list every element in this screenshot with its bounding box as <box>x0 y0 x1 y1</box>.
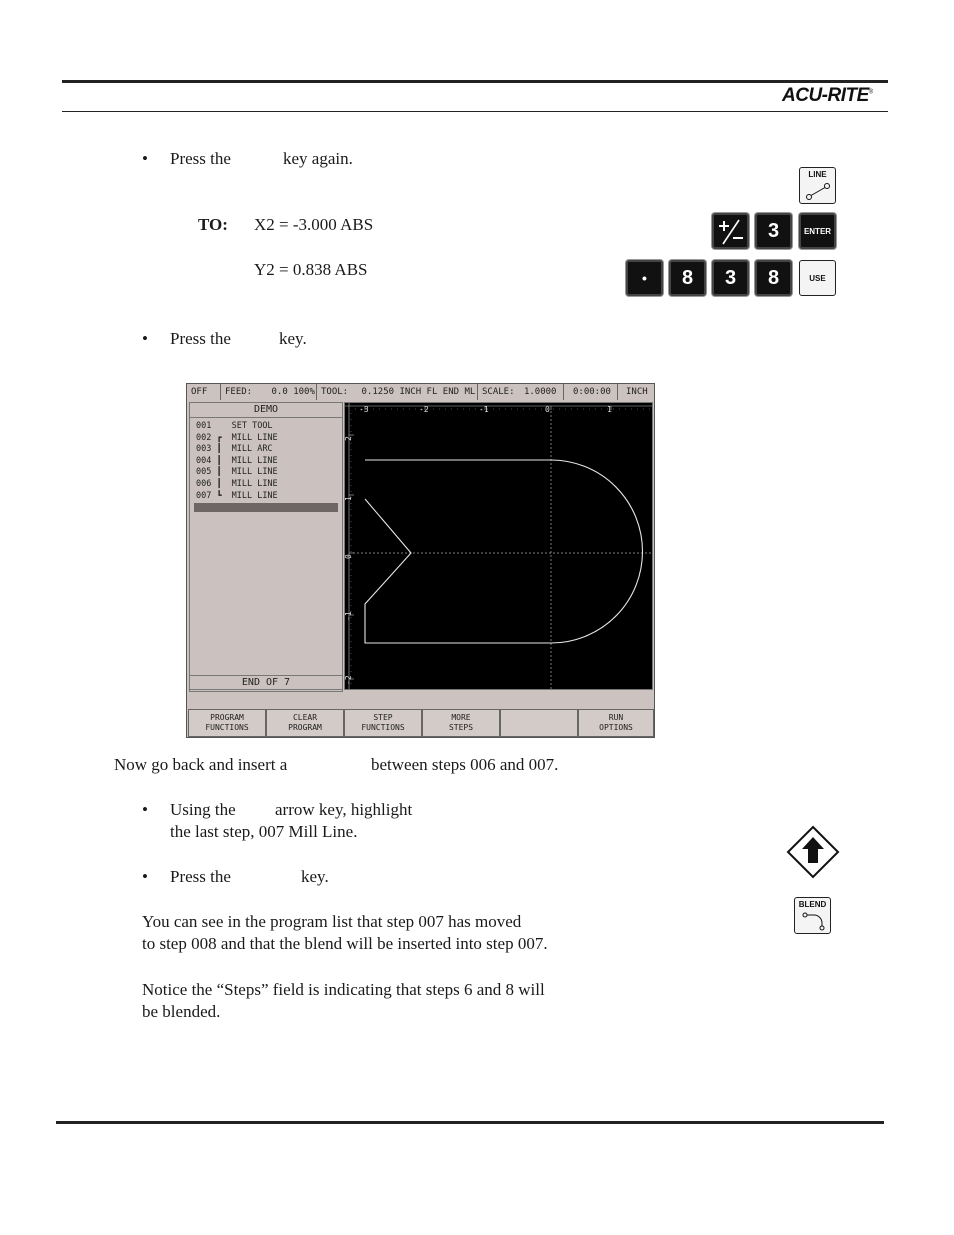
header-bottom-rule <box>62 111 888 112</box>
list-item[interactable]: 001 SET TOOL <box>196 421 273 431</box>
status-time: 0:00:00 <box>564 384 618 400</box>
bullet: • <box>142 149 148 168</box>
list-item[interactable]: 003 ┃ MILL ARC <box>196 444 273 454</box>
feed-label: FEED: <box>225 387 253 397</box>
y-tick-label: 0 <box>344 554 353 559</box>
insert-text: between steps 006 and 007. <box>371 755 559 774</box>
highlighted-step-row[interactable] <box>194 503 338 512</box>
scale-label: SCALE: <box>482 387 515 397</box>
more-steps-softkey[interactable]: MORE STEPS <box>422 709 500 737</box>
three-key[interactable]: 3 <box>712 260 749 296</box>
plus-minus-key[interactable] <box>712 213 749 249</box>
list-item[interactable]: 005 ┃ MILL LINE <box>196 467 278 477</box>
program-functions-softkey[interactable]: PROGRAM FUNCTIONS <box>188 709 266 737</box>
dro-screen <box>186 383 655 738</box>
list-item[interactable]: 007 ┗ MILL LINE <box>196 491 278 501</box>
x2-value: X2 = -3.000 ABS <box>254 215 374 234</box>
footer-rule <box>56 1121 884 1124</box>
header-top-rule <box>62 80 888 83</box>
end-of-program: END OF 7 <box>189 675 343 690</box>
tool-label: TOOL: <box>321 387 349 397</box>
up-arrow-key[interactable] <box>786 825 840 879</box>
toolpath-graphic <box>345 403 652 689</box>
tool-value: 0.1250 INCH FL END ML <box>361 387 476 397</box>
status-feed <box>221 384 317 400</box>
to-label: TO: <box>198 215 228 234</box>
feed-value: 0.0 100% <box>271 387 315 397</box>
blend-key[interactable] <box>794 897 831 934</box>
instruction-text: key again. <box>283 149 353 168</box>
plus-minus-icon <box>715 216 747 246</box>
instruction-text: the last step, 007 Mill Line. <box>170 822 358 841</box>
blend-icon <box>798 909 828 933</box>
insert-text: Now go back and insert a <box>114 755 288 774</box>
y-tick-label: 1 <box>344 496 353 501</box>
instruction-text: Press the <box>170 149 231 168</box>
line-key[interactable] <box>799 167 836 204</box>
instruction-text: Press the <box>170 329 231 348</box>
run-options-softkey[interactable]: RUN OPTIONS <box>578 709 654 737</box>
instruction-text: key. <box>279 329 307 348</box>
eight-key[interactable]: 8 <box>755 260 792 296</box>
up-arrow-icon <box>786 825 840 879</box>
decimal-point-key[interactable]: • <box>626 260 663 296</box>
x-tick-label: 0 <box>545 405 550 414</box>
instruction-text: key. <box>301 867 329 886</box>
y2-value: Y2 = 0.838 ABS <box>254 260 368 279</box>
list-item[interactable]: 002 ┏ MILL LINE <box>196 433 278 443</box>
x-tick-label: -2 <box>419 405 429 414</box>
y-tick-label: -1 <box>344 611 353 621</box>
instruction-text: arrow key, highlight <box>275 800 413 819</box>
status-tool <box>317 384 478 400</box>
clear-program-softkey[interactable]: CLEAR PROGRAM <box>266 709 344 737</box>
use-key[interactable]: USE <box>799 260 836 296</box>
instruction-text: Press the <box>170 867 231 886</box>
blend-key-label: BLEND <box>798 900 827 909</box>
line-key-label: LINE <box>808 170 827 179</box>
list-item[interactable]: 004 ┃ MILL LINE <box>196 456 278 466</box>
three-key[interactable]: 3 <box>755 213 792 249</box>
instruction-text: Using the <box>170 800 236 819</box>
paragraph-text: to step 008 and that the blend will be inserted into step 007. <box>142 934 548 953</box>
line-icon <box>803 180 833 202</box>
y-tick-label: 2 <box>344 436 353 441</box>
enter-key[interactable]: ENTER <box>799 213 836 249</box>
x-tick-label: 1 <box>607 405 612 414</box>
step-functions-softkey[interactable]: STEP FUNCTIONS <box>344 709 422 737</box>
blank-softkey[interactable] <box>500 709 578 737</box>
paragraph-text: be blended. <box>142 1002 221 1021</box>
y-tick-label: -2 <box>344 675 353 685</box>
acu-rite-logo: ACU-RITE® <box>782 85 873 106</box>
bullet: • <box>142 800 148 819</box>
program-list[interactable] <box>189 402 343 692</box>
scale-value: 1.0000 <box>523 387 557 397</box>
status-scale <box>478 384 564 400</box>
bullet: • <box>142 329 148 348</box>
softkey-bar <box>187 709 654 737</box>
list-item[interactable]: 006 ┃ MILL LINE <box>196 479 278 489</box>
program-title: DEMO <box>190 403 342 418</box>
paragraph-text: Notice the “Steps” field is indicating that steps 6 and 8 will <box>142 980 545 999</box>
toolpath-plot <box>344 402 653 690</box>
paragraph-text: You can see in the program list that step 007 has moved <box>142 912 522 931</box>
status-units: INCH <box>626 387 648 397</box>
bullet: • <box>142 867 148 886</box>
x-tick-label: -3 <box>359 405 369 414</box>
status-mode: OFF <box>187 384 221 400</box>
eight-key[interactable]: 8 <box>669 260 706 296</box>
x-tick-label: -1 <box>479 405 489 414</box>
